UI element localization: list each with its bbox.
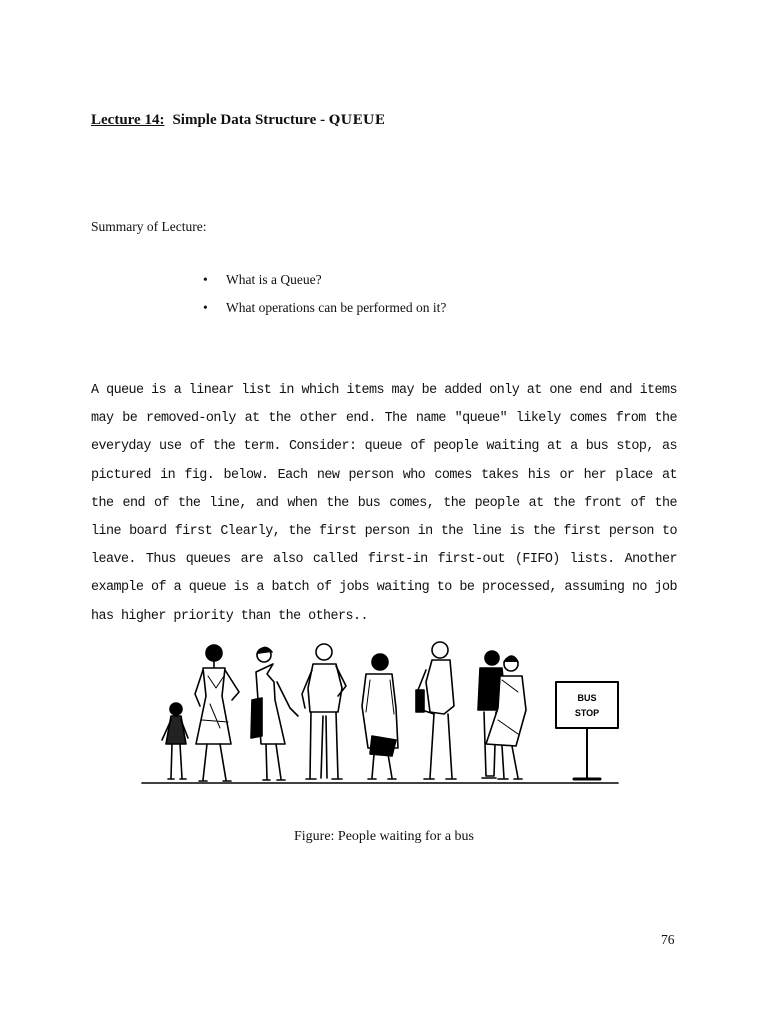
summary-label: Summary of Lecture: xyxy=(91,219,207,234)
lecture-title-queue: QUEUE xyxy=(328,113,386,128)
sign-text-bus: BUS xyxy=(577,693,597,703)
page-number: 76 xyxy=(661,932,675,947)
person-child xyxy=(162,703,188,779)
list-item-text: What is a Queue? xyxy=(226,272,322,287)
figure-caption: Figure: People waiting for a bus xyxy=(293,829,475,844)
person-man-suit xyxy=(302,644,346,779)
bullet-icon: • xyxy=(203,300,208,315)
person-woman-handbag xyxy=(362,654,398,779)
person-woman-coat xyxy=(251,647,298,780)
summary-list xyxy=(203,271,446,327)
person-man-tall xyxy=(416,642,456,779)
list-item xyxy=(203,299,446,327)
bullet-icon: • xyxy=(203,272,208,287)
lecture-heading xyxy=(91,112,385,129)
list-item xyxy=(203,271,446,299)
person-woman-dress xyxy=(195,645,239,781)
lecture-number: Lecture 14: xyxy=(91,112,165,128)
list-item-text: What operations can be performed on it? xyxy=(226,300,447,315)
sign-text-stop: STOP xyxy=(574,708,600,718)
queue-illustration xyxy=(140,636,630,792)
body-paragraph: A queue is a linear list in which items may be added only at one end and items may be removed-only at the other end. The name "queue" likely comes from the everyday use of the term. Consider: queue of people waiting at a bus stop, as pictured in fig. below. Each new person who comes takes his or her place at the end of the line, and when the bus comes, the people at the front of the line board first Clearly, the first person in the line is the first person to leave. Thus queues are also called first-in first-out (FIFO) lists. Another example of a queue is a batch of jobs waiting to be processed, assuming no job has higher priority than the others.. xyxy=(91,383,677,624)
lecture-title: Simple Data Structure - xyxy=(172,112,329,128)
